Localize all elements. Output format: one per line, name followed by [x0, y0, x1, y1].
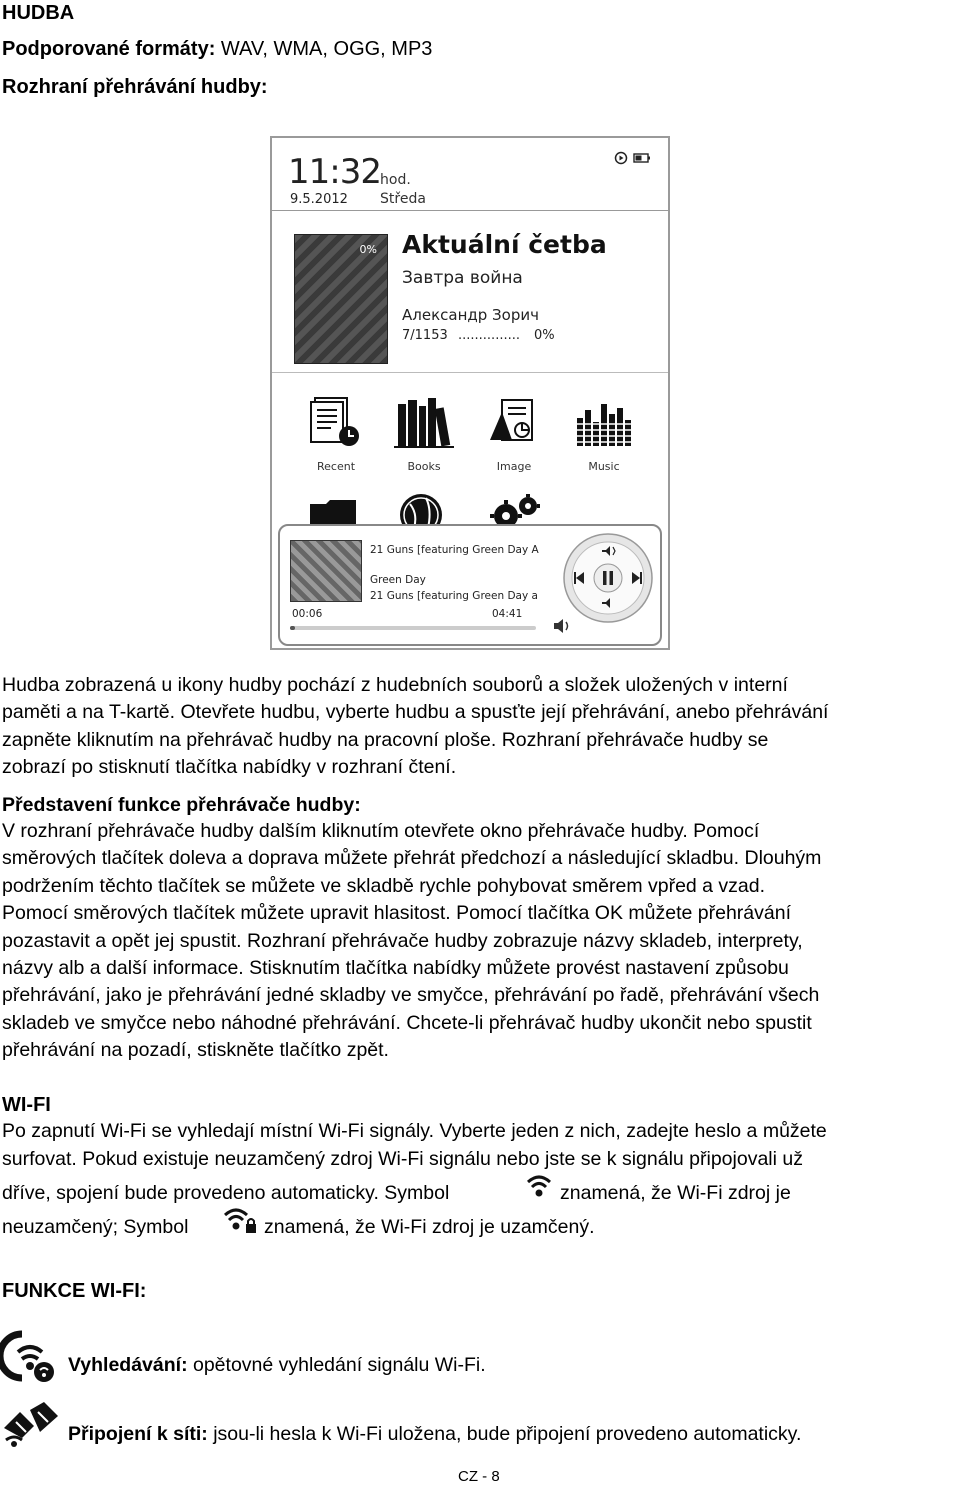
wifi-line-3a: dříve, spojení bude provedeno automaticky. Symbol: [2, 1182, 450, 1204]
book-author: Александр Зорич: [402, 306, 539, 324]
text-line: skladeb ve smyčce nebo náhodné přehrávání. Chcete-li přehrávač hudby ukončit nebo spustit: [2, 1011, 812, 1034]
content-divider: [272, 372, 668, 373]
cover-percent: 0%: [359, 243, 377, 256]
status-icons: [614, 150, 654, 169]
tile-music-label: Music: [588, 460, 620, 473]
wifi-line-3b: znamená, že Wi-Fi zdroj je: [560, 1182, 791, 1204]
wifi-search-icon[interactable]: [0, 1328, 62, 1384]
function-search: [68, 1354, 486, 1377]
formats-line: [2, 38, 432, 61]
image-icon: [486, 394, 542, 450]
text-line: V rozhraní přehrávače hudby dalším kliknutím otevřete okno přehrávače hudby. Pomocí: [2, 820, 760, 842]
music-player-widget[interactable]: [278, 524, 662, 646]
function-connect-text: jsou-li hesla k Wi-Fi uložena, bude připojení provedeno automaticky.: [207, 1423, 802, 1445]
tile-recent-label: Recent: [316, 460, 356, 473]
text-line: podržením těchto tlačítek se můžete ve skladbě rychle pohybovat směrem vpřed a vzad.: [2, 874, 766, 897]
formats-value: WAV, WMA, OGG, MP3: [215, 38, 433, 60]
player-artist: Green Day: [370, 574, 426, 586]
text-line: Hudba zobrazená u ikony hudby pochází z hudebních souborů a složek uložených v interní: [2, 674, 788, 696]
tile-books-label: Books: [407, 460, 441, 473]
clock-weekday: Středa: [380, 191, 426, 207]
recent-icon: [309, 394, 363, 450]
books-icon: [394, 394, 454, 450]
text-line: pozastavit a opět jej spustit. Rozhraní přehrávače hudby zobrazuje názvy skladeb, interprety,: [2, 929, 803, 952]
wifi-line-4a: neuzamčený; Symbol: [2, 1216, 189, 1238]
section-heading-music: HUDBA: [2, 2, 75, 24]
wifi-connect-icon[interactable]: [0, 1398, 62, 1448]
interface-heading: Rozhraní přehrávání hudby:: [2, 76, 268, 98]
text-line: přehrávání, jako je přehrávání jedné skladby ve smyčce, přehrávání po řadě, přehrávání všech: [2, 984, 820, 1007]
section-heading-wifi: WI-FI: [2, 1094, 51, 1116]
tile-music[interactable]: [564, 394, 644, 473]
player-progress-bar[interactable]: [290, 626, 536, 630]
tile-image[interactable]: [474, 394, 554, 473]
features-heading: Představení funkce přehrávače hudby:: [2, 794, 361, 816]
function-search-label: Vyhledávání:: [68, 1354, 188, 1376]
player-progress-fill: [290, 626, 295, 630]
tile-books[interactable]: [384, 394, 464, 473]
play-status-icon: [616, 153, 627, 164]
book-title[interactable]: Завтра война: [402, 268, 523, 288]
tile-recent[interactable]: [296, 394, 376, 473]
book-cover[interactable]: [294, 234, 388, 364]
page-number: CZ - 8: [458, 1468, 500, 1485]
function-connect-label: Připojení k síti:: [68, 1423, 208, 1445]
text-line: názvy alb a další informace. Stisknutím tlačítka nabídky můžete provést nastavení způsobu: [2, 957, 789, 980]
device-screenshot: [270, 136, 670, 650]
wifi-open-icon: [525, 1170, 553, 1200]
header-divider: [272, 210, 668, 211]
tile-image-label: Image: [496, 460, 532, 473]
dpad-control[interactable]: [562, 532, 654, 624]
player-total: 04:41: [492, 608, 523, 620]
function-search-text: opětovné vyhledání signálu Wi-Fi.: [187, 1354, 486, 1376]
wifi-functions-heading: FUNKCE WI-FI:: [2, 1280, 147, 1302]
player-track-top: 21 Guns [featuring Green Day A: [370, 544, 539, 556]
wifi-locked-icon: [222, 1202, 258, 1236]
intro-paragraph: [2, 672, 828, 782]
battery-icon: [634, 154, 650, 162]
wifi-line-1: Po zapnutí Wi-Fi se vyhledají místní Wi-Fi signály. Vyberte jeden z nich, zadejte heslo a můžete: [2, 1120, 827, 1142]
clock-unit: hod.: [380, 172, 411, 188]
current-reading-heading: Aktuální četba: [402, 230, 607, 259]
book-progress-dots: ...............: [458, 328, 520, 343]
wifi-line-4b: znamená, že Wi-Fi zdroj je uzamčený.: [264, 1216, 595, 1238]
text-line: přehrávání na pozadí, stiskněte tlačítko zpět.: [2, 1039, 389, 1062]
player-elapsed: 00:06: [292, 608, 323, 620]
text-line: zobrazí po stisknutí tlačítka nabídky v rozhraní čtení.: [2, 756, 457, 779]
album-art: [290, 540, 362, 602]
formats-label: Podporované formáty:: [2, 38, 216, 60]
text-line: Pomocí směrových tlačítek můžete upravit hlasitost. Pomocí tlačítka OK můžete přehrávání: [2, 902, 791, 925]
player-track: 21 Guns [featuring Green Day a: [370, 590, 538, 602]
book-pages: 7/1153: [402, 328, 448, 343]
features-paragraph: [2, 818, 821, 1065]
function-connect: [68, 1423, 801, 1446]
clock-time: 11:32: [288, 152, 381, 192]
music-icon: [575, 394, 633, 450]
text-line: směrových tlačítek doleva a doprava můžete přehrát předchozí a následující skladbu. Dlouhým: [2, 847, 822, 870]
wifi-line-2: surfovat. Pokud existuje neuzamčený zdroj Wi-Fi signálu nebo jste se k signálu připojovali už: [2, 1148, 803, 1170]
book-percent: 0%: [534, 328, 555, 343]
text-line: paměti a na T-kartě. Otevřete hudbu, vyberte hudbu a spusťte její přehrávání, anebo přehrávání: [2, 701, 829, 724]
clock-date: 9.5.2012: [290, 192, 348, 207]
text-line: zapněte kliknutím na přehrávač hudby na pracovní ploše. Rozhraní přehrávače hudby se: [2, 728, 769, 751]
